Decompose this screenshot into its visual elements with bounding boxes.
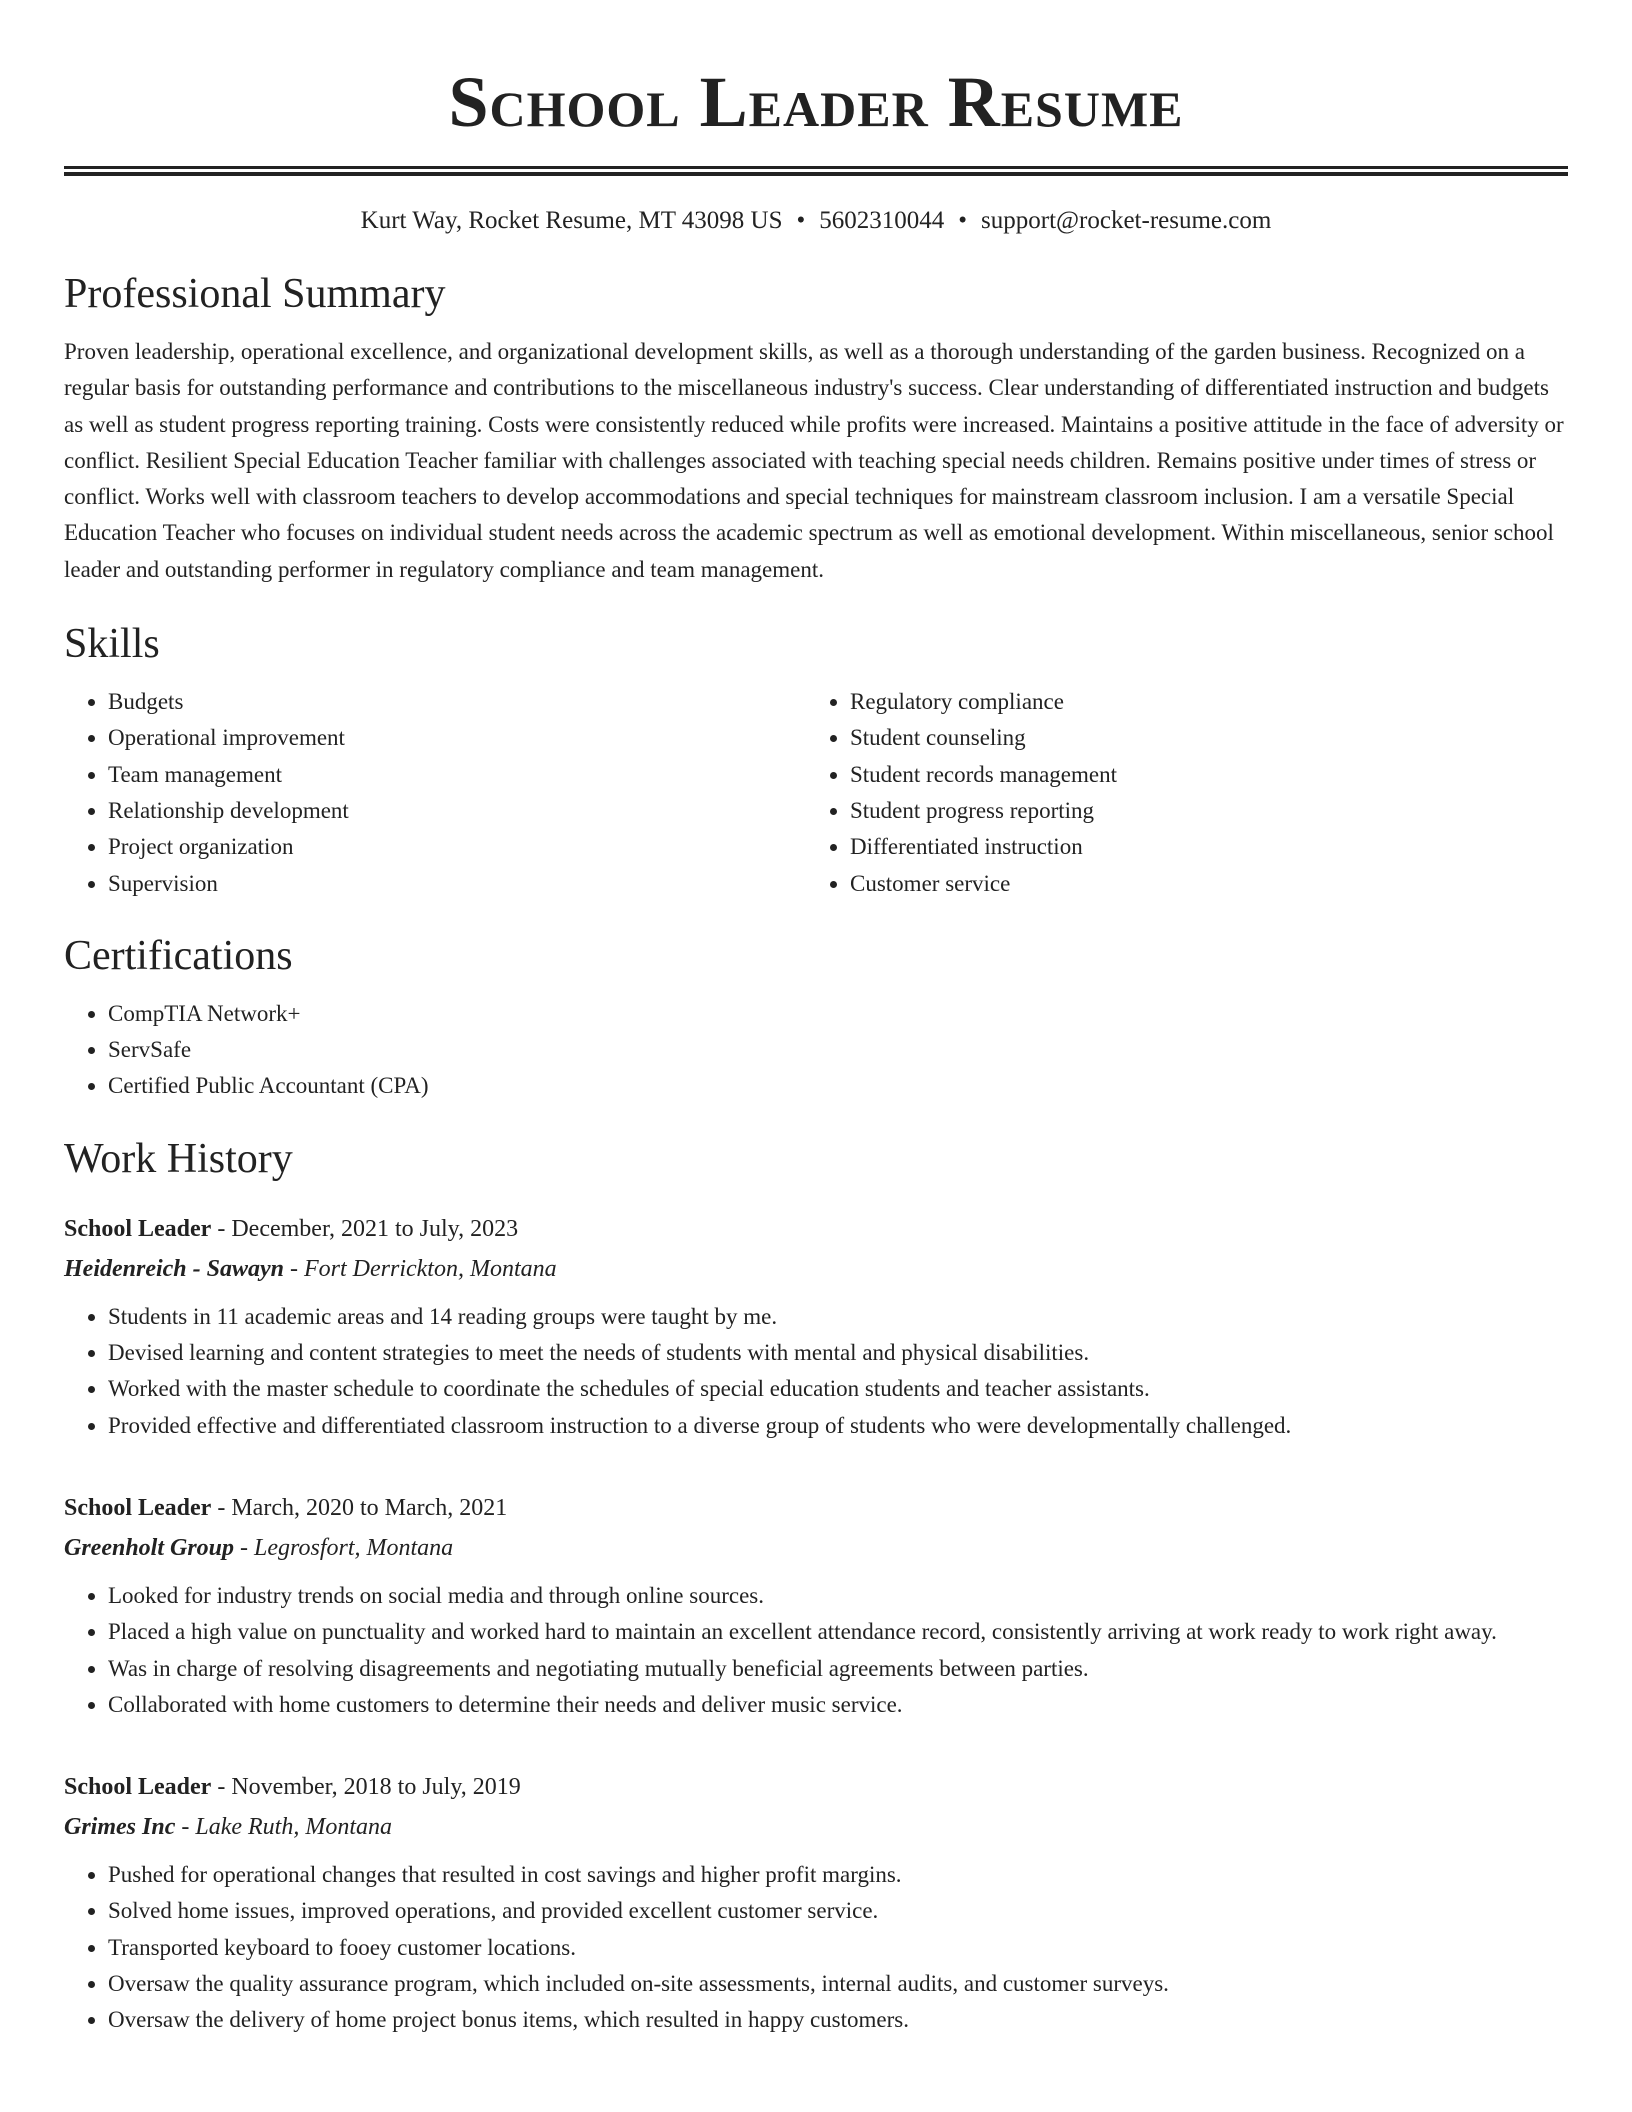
- skill-item: • Student counseling: [850, 720, 1548, 756]
- job-bullets: [64, 1578, 1568, 1723]
- skill-item: • Relationship development: [108, 793, 806, 829]
- job-dash: -: [217, 1774, 226, 1801]
- job-bullet: • Transported keyboard to fooey customer locations.: [108, 1930, 1568, 1966]
- job-bullet: • Oversaw the quality assurance program, which included on-site assessments, internal audits, and customer surveys.: [108, 1966, 1568, 2002]
- job-location: Lake Ruth, Montana: [195, 1814, 392, 1841]
- job-bullets: [64, 1299, 1568, 1444]
- job-title: School Leader: [64, 1774, 212, 1801]
- job-bullet: • Was in charge of resolving disagreements and negotiating mutually beneficial agreements between parties.: [108, 1651, 1568, 1687]
- work-history-heading: Work History: [64, 1135, 293, 1182]
- job-title-line: [64, 1488, 1568, 1528]
- job-dash: -: [290, 1255, 298, 1282]
- skills-right-list: [806, 684, 1548, 902]
- job-dash: -: [217, 1494, 226, 1521]
- contact-address: Kurt Way, Rocket Resume, MT 43098 US: [360, 207, 783, 234]
- job-title: School Leader: [64, 1215, 212, 1242]
- job-bullet: • Placed a high value on punctuality and worked hard to maintain an excellent attendance record, consistently arriving at work ready to work right away.: [108, 1614, 1568, 1650]
- job-entry: [64, 1767, 1568, 2038]
- skill-item: • Student records management: [850, 757, 1548, 793]
- skill-item: • Project organization: [108, 829, 806, 865]
- job-bullet: • Collaborated with home customers to determine their needs and deliver music service.: [108, 1687, 1568, 1723]
- job-dash: -: [217, 1215, 226, 1242]
- job-dates: March, 2020 to March, 2021: [231, 1494, 508, 1521]
- certification-item: • Certified Public Accountant (CPA): [108, 1068, 1568, 1104]
- contact-email: support@rocket-resume.com: [981, 207, 1272, 234]
- job-bullet: • Devised learning and content strategies to meet the needs of students with mental and physical disabilities.: [108, 1335, 1568, 1371]
- resume-title: School Leader Resume: [448, 62, 1184, 142]
- job-company-line: [64, 1249, 1568, 1289]
- skill-item: • Differentiated instruction: [850, 829, 1548, 865]
- skill-item: • Team management: [108, 757, 806, 793]
- skill-item: • Student progress reporting: [850, 793, 1548, 829]
- skills-left-list: [64, 684, 806, 902]
- contact-separator: •: [796, 207, 806, 234]
- job-company: Grimes Inc: [64, 1814, 176, 1841]
- job-bullets: [64, 1857, 1568, 2038]
- certifications-heading: Certifications: [64, 932, 293, 979]
- job-location: Fort Derrickton, Montana: [304, 1255, 557, 1282]
- job-dash: -: [181, 1814, 190, 1841]
- skill-item: • Budgets: [108, 684, 806, 720]
- job-bullet: • Solved home issues, improved operations, and provided excellent customer service.: [108, 1893, 1568, 1929]
- skill-item: • Operational improvement: [108, 720, 806, 756]
- certifications-list: [64, 996, 1568, 1105]
- skills-columns: [64, 684, 1568, 902]
- skills-heading: Skills: [64, 621, 160, 668]
- job-dates: December, 2021 to July, 2023: [231, 1215, 519, 1242]
- summary-heading: Professional Summary: [64, 271, 446, 317]
- job-entry: [64, 1488, 1568, 1723]
- job-company: Heidenreich - Sawayn: [64, 1255, 284, 1282]
- certification-item: • ServSafe: [108, 1032, 1568, 1068]
- job-entry: [64, 1209, 1568, 1444]
- job-bullet: • Worked with the master schedule to coordinate the schedules of special education students and teacher assistants.: [108, 1371, 1568, 1407]
- job-company-line: [64, 1807, 1568, 1847]
- job-company-line: [64, 1528, 1568, 1568]
- skill-item: • Customer service: [850, 866, 1548, 902]
- job-dash: -: [240, 1534, 249, 1561]
- skill-item: • Supervision: [108, 866, 806, 902]
- certification-item: • CompTIA Network+: [108, 996, 1568, 1032]
- job-dates: November, 2018 to July, 2019: [231, 1774, 521, 1801]
- summary-text: Proven leadership, operational excellence, and organizational development skills, as well as a thorough understanding of the garden business. Recognized on a regular basis for outstanding performance and contributions to the miscellaneous industry's success. Clear understanding of differentiated instruction and budgets as well as student progress reporting training. Costs were consistently reduced while profits were increased. Maintains a positive attitude in the face of adversity or conflict. Resilient Special Education Teacher familiar with challenges associated with teaching special needs children. Remains positive under times of stress or conflict. Works well with classroom teachers to develop accommodations and special techniques for mainstream classroom inclusion. I am a versatile Special Education Teacher who focuses on individual student needs across the academic spectrum as well as emotional development. Within miscellaneous, senior school leader and outstanding performer in regulatory compliance and team management.: [64, 339, 1564, 582]
- job-title-line: [64, 1767, 1568, 1807]
- job-bullet: • Students in 11 academic areas and 14 reading groups were taught by me.: [108, 1299, 1568, 1335]
- job-bullet: • Pushed for operational changes that resulted in cost savings and higher profit margins.: [108, 1857, 1568, 1893]
- contact-separator: •: [958, 207, 968, 234]
- job-title-line: [64, 1209, 1568, 1249]
- job-company: Greenholt Group: [64, 1534, 235, 1561]
- title-divider: [64, 166, 1568, 176]
- job-title: School Leader: [64, 1494, 212, 1521]
- skill-item: • Regulatory compliance: [850, 684, 1548, 720]
- job-bullet: • Looked for industry trends on social media and through online sources.: [108, 1578, 1568, 1614]
- contact-line: [64, 204, 1568, 238]
- contact-phone: 5602310044: [819, 207, 945, 234]
- job-bullet: • Provided effective and differentiated classroom instruction to a diverse group of students who were developmentally challenged.: [108, 1408, 1568, 1444]
- job-location: Legrosfort, Montana: [254, 1534, 454, 1561]
- job-bullet: • Oversaw the delivery of home project bonus items, which resulted in happy customers.: [108, 2002, 1568, 2038]
